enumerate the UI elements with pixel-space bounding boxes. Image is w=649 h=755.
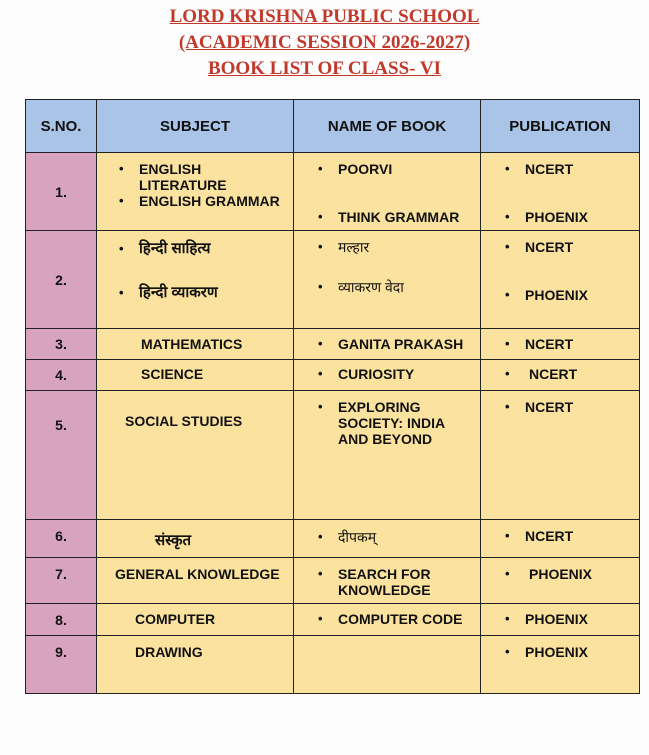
subject-cell [97, 520, 294, 558]
book-cell: • SEARCH FOR KNOWLEDGE [294, 558, 481, 604]
book-text: दीपकम् [338, 529, 377, 545]
publication-text: PHOENIX [525, 209, 589, 225]
subject-cell [97, 391, 294, 520]
publication-text: NCERT [529, 366, 578, 382]
book-list-table [25, 99, 640, 694]
subject-text: GENERAL KNOWLEDGE [115, 566, 280, 582]
publication-cell: • NCERT [481, 391, 640, 520]
publication-text: NCERT [525, 161, 574, 177]
publication-text: NCERT [525, 399, 574, 415]
publication-cell: • PHOENIX [481, 558, 640, 604]
publication-text: PHOENIX [525, 644, 589, 660]
subject-text: ENGLISH LITERATURE [139, 161, 227, 193]
publication-cell: • NCERT [481, 360, 640, 391]
table-row [26, 360, 640, 391]
book-text: मल्हार [338, 239, 370, 255]
subject-cell [97, 558, 294, 604]
col-header-sno: S.NO. [26, 100, 97, 153]
subject-text: संस्कृत [155, 532, 192, 549]
subject-text: ENGLISH GRAMMAR [139, 193, 280, 209]
subject-text: हिन्दी व्याकरण [139, 284, 218, 301]
sno-cell: 2. [26, 231, 97, 329]
book-text: व्याकरण वेदा [338, 279, 404, 295]
sno-cell: 5. [26, 391, 97, 520]
school-name: LORD KRISHNA PUBLIC SCHOOL [169, 6, 480, 27]
publication-text: PHOENIX [525, 611, 589, 627]
publication-text: NCERT [525, 336, 574, 352]
publication-cell: • PHOENIX [481, 604, 640, 636]
subject-cell: • हिन्दी साहित्य • हिन्दी व्याकरण [97, 231, 294, 329]
sno-cell: 3. [26, 329, 97, 360]
publication-cell: • NCERT • PHOENIX [481, 153, 640, 231]
table-row [26, 153, 640, 231]
table-header-row [26, 100, 640, 153]
book-list-title: BOOK LIST OF CLASS- VI [207, 58, 441, 79]
sno-cell: 1. [26, 153, 97, 231]
table-row [26, 604, 640, 636]
subject-text: SCIENCE [141, 366, 204, 382]
sno-cell: 8. [26, 604, 97, 636]
col-header-publication: PUBLICATION [481, 100, 640, 153]
sno-cell: 6. [26, 520, 97, 558]
col-header-book: NAME OF BOOK [294, 100, 481, 153]
book-cell: • मल्हार • व्याकरण वेदा [294, 231, 481, 329]
table-row [26, 329, 640, 360]
book-cell: • COMPUTER CODE [294, 604, 481, 636]
book-text: THINK GRAMMAR [338, 209, 460, 225]
table-row [26, 558, 640, 604]
publication-cell: • NCERT • PHOENIX [481, 231, 640, 329]
publication-text: PHOENIX [529, 566, 593, 582]
table-row [26, 520, 640, 558]
book-cell: • GANITA PRAKASH [294, 329, 481, 360]
table-row [26, 391, 640, 520]
publication-text: NCERT [525, 528, 574, 544]
book-text: SEARCH FOR KNOWLEDGE [338, 566, 431, 598]
subject-cell: • ENGLISH LITERATURE • ENGLISH GRAMMAR [97, 153, 294, 231]
book-text: CURIOSITY [338, 366, 415, 382]
subject-text: DRAWING [135, 644, 203, 660]
sno-cell: 7. [26, 558, 97, 604]
subject-text: COMPUTER [135, 611, 216, 627]
book-cell: • दीपकम् [294, 520, 481, 558]
publication-text: PHOENIX [525, 287, 589, 303]
table-row [26, 231, 640, 329]
academic-session: (ACADEMIC SESSION 2026-2027) [178, 32, 471, 53]
book-cell: • CURIOSITY [294, 360, 481, 391]
subject-cell [97, 636, 294, 694]
publication-cell: • NCERT [481, 520, 640, 558]
publication-cell: • NCERT [481, 329, 640, 360]
publication-cell: • PHOENIX [481, 636, 640, 694]
book-text: POORVI [338, 161, 393, 177]
book-text: EXPLORING SOCIETY: INDIA AND BEYOND [338, 399, 445, 447]
subject-cell [97, 604, 294, 636]
book-text: GANITA PRAKASH [338, 336, 464, 352]
book-cell [294, 636, 481, 694]
book-cell: • POORVI • THINK GRAMMAR [294, 153, 481, 231]
sno-cell: 4. [26, 360, 97, 391]
subject-text: हिन्दी साहित्य [139, 240, 211, 257]
table-row [26, 636, 640, 694]
subject-cell [97, 360, 294, 391]
col-header-subject: SUBJECT [97, 100, 294, 153]
subject-text: MATHEMATICS [141, 336, 243, 352]
publication-text: NCERT [525, 239, 574, 255]
book-cell: • EXPLORING SOCIETY: INDIA AND BEYOND [294, 391, 481, 520]
book-text: COMPUTER CODE [338, 611, 463, 627]
subject-text: SOCIAL STUDIES [125, 413, 243, 429]
sno-cell: 9. [26, 636, 97, 694]
subject-cell [97, 329, 294, 360]
page-header [0, 0, 649, 82]
